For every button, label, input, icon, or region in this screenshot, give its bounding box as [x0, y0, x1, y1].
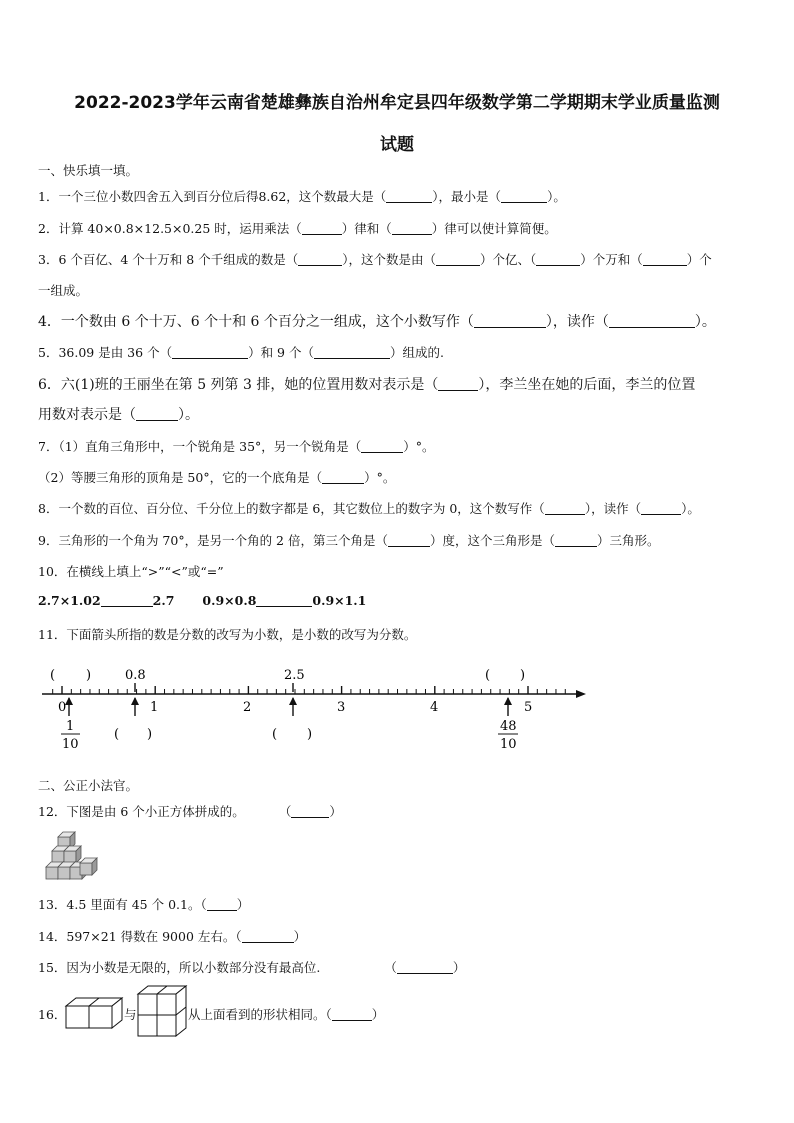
answer-blank[interactable] [242, 930, 294, 944]
tick-label: 3 [337, 700, 346, 715]
shape-a-figure [64, 996, 124, 1030]
cubes-figure [44, 828, 100, 884]
small-cube [80, 858, 97, 875]
top-label-0-8: 0.8 [125, 668, 146, 683]
answer-blank[interactable] [609, 313, 695, 328]
tick-label: 2 [243, 700, 252, 715]
section-heading-1: 一、快乐填一填。 [38, 163, 139, 178]
answer-blank[interactable] [545, 502, 585, 516]
question-7-2: （2）等腰三角形的顶角是 50°，它的一个底角是（ ）°。 [38, 470, 396, 485]
question-16-number: 16． [38, 1007, 67, 1022]
answer-blank[interactable] [361, 440, 403, 454]
tick-label: 0 [58, 700, 67, 715]
question-8: 8．一个数的百位、百分位、千分位上的数字都是 6，其它数位上的数字为 0，这个数写作（ ），读作（ ）。 [38, 501, 700, 516]
answer-blank[interactable] [298, 253, 342, 267]
question-7-1: 7．（1）直角三角形中，一个锐角是 35°，另一个锐角是（ ）°。 [38, 439, 435, 454]
axis-arrow-icon [576, 690, 586, 698]
answer-blank[interactable] [302, 222, 342, 236]
answer-blank[interactable] [314, 346, 390, 360]
question-16-and: 与 [124, 1007, 137, 1022]
question-11: 11．下面箭头所指的数是分数的改写为小数，是小数的改写为分数。 [38, 627, 417, 642]
page-title-line2: 试题 [380, 135, 414, 155]
answer-blank[interactable] [436, 253, 480, 267]
fraction-1-denominator: 10 [62, 737, 79, 752]
question-6: 6．六(1)班的王丽坐在第 5 列第 3 排，她的位置用数对表示是（ ），李兰坐在她的后面，李兰的位置 [38, 377, 696, 393]
top-blank-paren-left: ( [50, 668, 56, 683]
answer-blank[interactable] [386, 190, 432, 204]
tick-label: 5 [524, 700, 533, 715]
question-6-cont: 用数对表示是（ ）。 [38, 407, 199, 423]
question-12: 12．下图是由 6 个小正方体拼成的。 （ ） [38, 804, 342, 819]
top-blank-paren-left: ( [485, 668, 491, 683]
page-title: 2022-2023学年云南省楚雄彝族自治州牟定县四年级数学第二学期期末学业质量监测 [74, 93, 720, 113]
fraction-2-denominator: 10 [500, 737, 517, 752]
blank-paren-left[interactable]: ( [114, 727, 120, 742]
question-3-cont: 一组成。 [38, 283, 89, 298]
small-cube [64, 846, 81, 863]
answer-blank[interactable] [392, 222, 432, 236]
answer-blank[interactable] [536, 253, 580, 267]
tick-label: 1 [150, 700, 159, 715]
answer-blank[interactable] [555, 534, 597, 548]
question-9: 9．三角形的一个角为 70°，是另一个角的 2 倍，第三个角是（ ）度，这个三角形是（ ）三角形。 [38, 533, 660, 548]
question-16-text: 从上面看到的形状相同。（ ） [188, 1007, 385, 1022]
shape-b-figure [136, 984, 188, 1038]
answer-blank[interactable] [397, 961, 453, 975]
question-2: 2．计算 40×0.8×12.5×0.25 时，运用乘法（ ）律和（ ）律可以使计算简便。 [38, 221, 557, 236]
answer-blank[interactable] [207, 898, 237, 912]
question-5: 5．36.09 是由 36 个（ ）和 9 个（ ）组成的. [38, 345, 444, 360]
blank-paren-left[interactable]: ( [272, 727, 278, 742]
fraction-1-numerator: 1 [66, 719, 75, 734]
top-blank-paren-right: ) [520, 668, 526, 683]
answer-blank[interactable] [501, 190, 547, 204]
tick-label: 4 [430, 700, 439, 715]
answer-blank[interactable] [641, 502, 681, 516]
question-10: 10．在横线上填上“>”“<”或“=” [38, 564, 224, 579]
answer-blank[interactable] [474, 313, 546, 328]
question-10-expressions: 2.7×1.02 2.7 0.9×0.8 0.9×1.1 [38, 593, 367, 608]
up-arrow-icon [131, 697, 139, 716]
section-heading-2: 二、公正小法官。 [38, 778, 139, 793]
answer-blank[interactable] [101, 594, 153, 608]
answer-blank[interactable] [172, 346, 248, 360]
top-label-2-5: 2.5 [284, 668, 305, 683]
answer-blank[interactable] [256, 594, 312, 608]
answer-blank[interactable] [388, 534, 430, 548]
top-blank-paren-right: ) [86, 668, 92, 683]
question-3: 3．6 个百亿、4 个十万和 8 个千组成的数是（ ），这个数是由（ ）个亿、（ ）个万和（ ）个 [38, 252, 712, 267]
blank-paren-right[interactable]: ) [147, 727, 153, 742]
question-14: 14．597×21 得数在 9000 左右。（ ） [38, 929, 307, 944]
question-13: 13．4.5 里面有 45 个 0.1。（ ） [38, 897, 250, 912]
answer-blank[interactable] [438, 376, 478, 391]
answer-blank[interactable] [332, 1008, 372, 1022]
question-15: 15．因为小数是无限的，所以小数部分没有最高位. （ ） [38, 960, 466, 975]
blank-paren-right[interactable]: ) [307, 727, 313, 742]
up-arrow-icon [504, 697, 512, 716]
number-line [0, 660, 794, 760]
answer-blank[interactable] [136, 406, 178, 421]
answer-blank[interactable] [643, 253, 687, 267]
answer-blank[interactable] [322, 471, 364, 485]
axis-ticks [53, 686, 566, 694]
question-1: 1．一个三位小数四舍五入到百分位后得8.62，这个数最大是（ ），最小是（ ）。 [38, 189, 566, 204]
answer-blank[interactable] [291, 805, 329, 819]
question-4: 4．一个数由 6 个十万、6 个十和 6 个百分之一组成，这个小数写作（ ），读作（ ）。 [38, 314, 716, 330]
fraction-2-numerator: 48 [500, 719, 517, 734]
up-arrow-icon [289, 697, 297, 716]
